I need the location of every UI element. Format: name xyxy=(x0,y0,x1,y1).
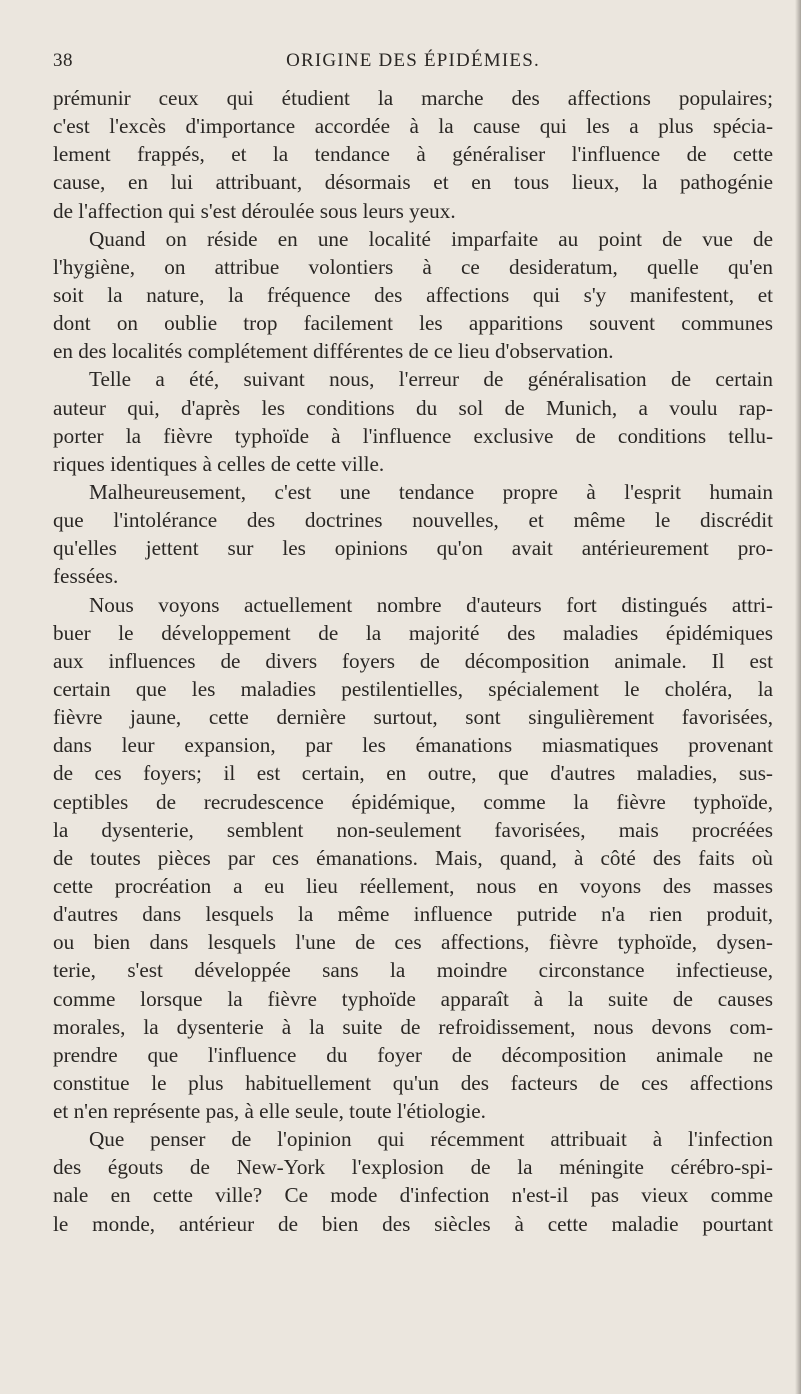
page-edge-shadow xyxy=(795,0,801,1394)
text-line: auteur qui, d'après les conditions du sol de Munich, a voulu rap- xyxy=(53,395,773,420)
page-header xyxy=(53,50,773,76)
text-line: Malheureusement, c'est une tendance propre à l'esprit humain xyxy=(89,479,773,504)
text-line: certain que les maladies pestilentielles, spécialement le choléra, la xyxy=(53,676,773,701)
text-line: buer le développement de la majorité des maladies épidémiques xyxy=(53,620,773,645)
text-line: et n'en représente pas, à elle seule, toute l'étiologie. xyxy=(53,1099,486,1124)
text-line: l'hygiène, on attribue volontiers à ce desideratum, quelle qu'en xyxy=(53,254,773,279)
text-line: riques identiques à celles de cette ville. xyxy=(53,451,385,476)
text-line: fièvre jaune, cette dernière surtout, sont singulièrement favorisées, xyxy=(53,705,773,730)
text-line: cette procréation a eu lieu réellement, nous en voyons des masses xyxy=(53,873,773,898)
text-line: prendre que l'influence du foyer de décomposition animale ne xyxy=(53,1042,773,1067)
text-line: Telle a été, suivant nous, l'erreur de généralisation de certain xyxy=(89,367,773,392)
text-line: Nous voyons actuellement nombre d'auteurs fort distingués attri- xyxy=(89,592,773,617)
text-line: de ces foyers; il est certain, en outre, que d'autres maladies, sus- xyxy=(53,761,773,786)
text-line: en des localités complétement différentes de ce lieu d'observation. xyxy=(53,339,614,364)
running-title: ORIGINE DES ÉPIDÉMIES. xyxy=(286,50,540,71)
text-line: Que penser de l'opinion qui récemment attribuait à l'infection xyxy=(89,1127,773,1152)
text-line: Quand on réside en une localité imparfaite au point de vue de xyxy=(89,226,773,251)
text-line: nale en cette ville? Ce mode d'infection n'est-il pas vieux comme xyxy=(53,1183,773,1208)
text-line: soit la nature, la fréquence des affections qui s'y manifestent, et xyxy=(53,282,773,307)
text-line: c'est l'excès d'importance accordée à la cause qui les a plus spécia- xyxy=(53,114,773,139)
text-line: de toutes pièces par ces émanations. Mais, quand, à côté des faits où xyxy=(53,845,773,870)
page-number: 38 xyxy=(53,50,73,71)
text-line: ou bien dans lesquels l'une de ces affections, fièvre typhoïde, dysen- xyxy=(53,930,773,955)
text-line: d'autres dans lesquels la même influence putride n'a rien produit, xyxy=(53,902,773,927)
text-line: prémunir ceux qui étudient la marche des affections populaires; xyxy=(53,86,773,110)
text-line: la dysenterie, semblent non-seulement favorisées, mais procréées xyxy=(53,817,773,842)
text-line: que l'intolérance des doctrines nouvelles, et même le discrédit xyxy=(53,508,773,533)
text-line: le monde, antérieur de bien des siècles à cette maladie pourtant xyxy=(53,1211,773,1236)
text-line: morales, la dysenterie à la suite de refroidissement, nous devons com- xyxy=(53,1014,773,1039)
body-text xyxy=(53,84,773,1238)
text-line: comme lorsque la fièvre typhoïde apparaît à la suite de causes xyxy=(53,986,773,1011)
text-line: cause, en lui attribuant, désormais et en tous lieux, la pathogénie xyxy=(53,170,773,195)
text-line: qu'elles jettent sur les opinions qu'on avait antérieurement pro- xyxy=(53,536,773,561)
text-line: aux influences de divers foyers de décomposition animale. Il est xyxy=(53,648,773,673)
text-line: de l'affection qui s'est déroulée sous leurs yeux. xyxy=(53,198,456,223)
text-line: dans leur expansion, par les émanations miasmatiques provenant xyxy=(53,733,773,758)
text-line: constitue le plus habituellement qu'un des facteurs de ces affections xyxy=(53,1070,773,1095)
text-line: lement frappés, et la tendance à généraliser l'influence de cette xyxy=(53,142,773,167)
text-line: porter la fièvre typhoïde à l'influence exclusive de conditions tellu- xyxy=(53,423,773,448)
text-line: des égouts de New-York l'explosion de la méningite cérébro-spi- xyxy=(53,1155,773,1180)
text-line: dont on oublie trop facilement les apparitions souvent communes xyxy=(53,311,773,336)
text-line: fessées. xyxy=(53,564,119,589)
text-line: ceptibles de recrudescence épidémique, comme la fièvre typhoïde, xyxy=(53,789,773,814)
text-line: terie, s'est développée sans la moindre circonstance infectieuse, xyxy=(53,958,773,983)
